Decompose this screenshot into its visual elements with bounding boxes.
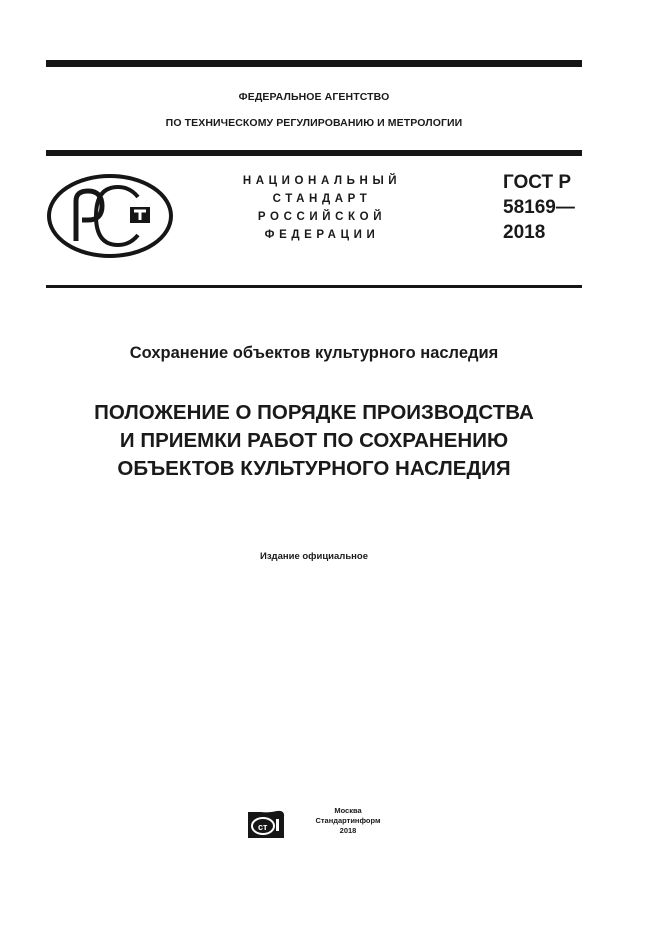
publisher-city: Москва bbox=[334, 806, 362, 815]
document-title bbox=[46, 399, 582, 483]
subject-heading: Сохранение объектов культурного наследия bbox=[129, 344, 499, 362]
svg-text:ст: ст bbox=[258, 822, 268, 832]
agency-line-1: ФЕДЕРАЛЬНОЕ АГЕНТСТВО bbox=[238, 91, 390, 103]
designation-line: 58169— bbox=[503, 197, 575, 218]
designation-line: ГОСТ Р bbox=[503, 172, 572, 193]
national-standard-label bbox=[222, 172, 422, 244]
edition-label: Издание официальное bbox=[260, 551, 368, 562]
title-line: ПОЛОЖЕНИЕ О ПОРЯДКЕ ПРОИЗВОДСТВА bbox=[94, 401, 534, 424]
publisher-info bbox=[308, 806, 388, 836]
bottom-rule bbox=[46, 285, 582, 288]
national-standard-line: РОССИЙСКОЙ bbox=[257, 211, 387, 223]
national-standard-line: СТАНДАРТ bbox=[272, 193, 372, 205]
top-rule bbox=[46, 60, 582, 67]
national-standard-line: НАЦИОНАЛЬНЫЙ bbox=[242, 175, 402, 187]
agency-line-2: ПО ТЕХНИЧЕСКОМУ РЕГУЛИРОВАНИЮ И МЕТРОЛОГИИ bbox=[165, 117, 463, 129]
title-line: ОБЪЕКТОВ КУЛЬТУРНОГО НАСЛЕДИЯ bbox=[117, 457, 511, 480]
title-line: И ПРИЕМКИ РАБОТ ПО СОХРАНЕНИЮ bbox=[119, 429, 509, 452]
gost-r-emblem-icon bbox=[46, 173, 174, 259]
national-standard-line: ФЕДЕРАЦИИ bbox=[264, 229, 380, 241]
designation-line: 2018 bbox=[503, 222, 546, 243]
standard-designation bbox=[503, 170, 575, 245]
publisher-name: Стандартинформ bbox=[315, 816, 381, 825]
publisher-year: 2018 bbox=[339, 826, 357, 835]
middle-rule bbox=[46, 150, 582, 156]
standartinform-logo-icon bbox=[247, 809, 287, 839]
